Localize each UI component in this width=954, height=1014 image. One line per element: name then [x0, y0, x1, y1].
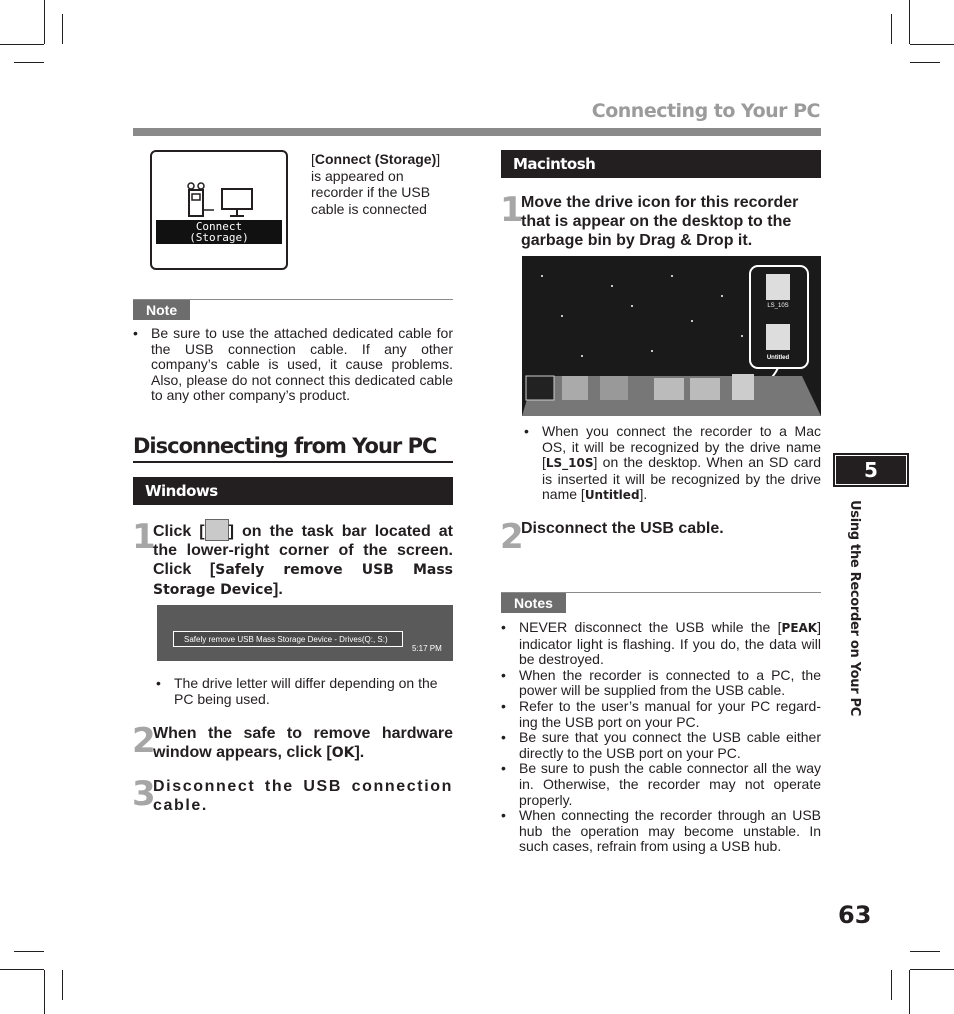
list-item: • Refer to the user’s manual for your PC regard-ing the USB port on your PC. — [501, 699, 821, 730]
section-title: Disconnecting from Your PC — [133, 434, 437, 458]
step-text-part: ] on the task bar located at the lower-right corner of the screen. Click [ — [153, 523, 453, 578]
recorder-pc-icon — [182, 182, 262, 222]
text-part: ] indicator light is flashing. If you do, the data will be destroyed. — [519, 619, 821, 668]
step-number: 3 — [132, 774, 156, 814]
step-number: 1 — [132, 517, 156, 557]
notes-label: Notes — [501, 593, 566, 613]
list-item: • Be sure to use the attached dedicated cable for the USB connection cable. If any other company’s cable is used, it cause problems. Also, please do not connect this dedicated cable to any other company’s product. — [133, 326, 453, 404]
step-number: 2 — [500, 517, 524, 557]
step-number: 2 — [132, 721, 156, 761]
list-item — [524, 424, 821, 504]
recorder-screen — [150, 150, 288, 270]
list-item: • Be sure that you connect the USB cable either directly to the USB port on your PC. — [501, 730, 821, 761]
page-number: 63 — [838, 901, 872, 929]
caption-bold: Connect (Storage) — [314, 151, 437, 167]
peak-label: PEAK — [781, 621, 818, 635]
step-text-part: Click [ — [153, 523, 205, 540]
windows-step3-text: Disconnect the USB connection cable. — [153, 778, 453, 814]
chapter-vertical-text: Using the Recorder on Your PC — [847, 500, 862, 717]
text-part: ]. — [639, 486, 648, 503]
safely-remove-icon — [205, 519, 229, 541]
text-part: ] on the desktop. When an SD card is inserted it will be recognized by the drive name [ — [542, 454, 821, 503]
screen-caption: [Connect (Storage)] is appeared on recorder if the USB cable is connected — [311, 151, 441, 217]
note-list — [133, 326, 453, 404]
screen-line-1: Connect — [195, 220, 243, 233]
mac-bullet-list — [524, 424, 821, 504]
mac-desktop-art — [522, 256, 821, 416]
screen-label-bar — [156, 220, 282, 244]
section-rule — [133, 461, 453, 463]
step-text-part: ]. — [272, 581, 283, 598]
list-item: • The drive letter will differ depending on the PC being used. — [156, 676, 453, 707]
caption-rest: is appeared on recorder if the USB cable is connected — [311, 167, 431, 217]
safely-remove-label: Safely remove USB Mass Storage Device — [153, 562, 453, 598]
list-item — [501, 620, 821, 668]
step-number: 1 — [500, 190, 524, 230]
windows-header: Windows — [133, 477, 453, 505]
list-item: • Be sure to push the cable connector all the way in. Otherwise, the recorder may not operate properly. — [501, 761, 821, 808]
header-rule — [133, 128, 821, 136]
note-label: Note — [133, 300, 190, 320]
list-item: • When the recorder is connected to a PC, the power will be supplied from the USB cable. — [501, 668, 821, 699]
drive-label-2: Untitled — [766, 355, 790, 361]
notes-header — [501, 592, 821, 613]
text-part: When you connect the recorder to a Mac OS, it will be recognized by the drive name [ — [542, 423, 821, 471]
text-part: NEVER disconnect the USB while the [ — [519, 619, 782, 635]
taskbar-tooltip: Safely remove USB Mass Storage Device - Drives(Q:, S:) — [173, 631, 403, 647]
header-title: Connecting to Your PC — [591, 100, 820, 122]
windows-step2-text — [153, 724, 453, 763]
windows-step1-text — [153, 519, 453, 600]
list-item: • When connecting the recorder through an USB hub the operation may become unstable. In such cases, refrain from using a USB hub. — [501, 808, 821, 855]
notes-list — [501, 620, 821, 855]
mac-step2-text: Disconnect the USB cable. — [521, 520, 724, 537]
drive-name: Untitled — [584, 488, 640, 503]
drive-label-1: LS_10S — [767, 303, 789, 309]
step-text-part: ]. — [354, 744, 365, 761]
note-header — [133, 299, 453, 320]
mac-header: Macintosh — [501, 150, 821, 178]
chapter-tab-border — [835, 455, 907, 485]
taskbar-screenshot — [157, 605, 453, 661]
mac-step1-text: Move the drive icon for this recorder that is appear on the desktop to the garbage bin by Drag & Drop it. — [521, 194, 799, 249]
ok-label: OK — [331, 745, 355, 761]
windows-bullet-list — [156, 676, 453, 707]
screen-line-2: (Storage) — [189, 231, 249, 244]
mac-desktop-screenshot — [522, 256, 821, 416]
step-text-part: When the safe to remove hardware window appears, click [ — [153, 725, 453, 761]
drive-name: LS_10S — [545, 456, 594, 471]
chapter-tab: 5 — [833, 453, 909, 487]
taskbar-clock: 5:17 PM — [412, 644, 442, 653]
chapter-vertical-label — [836, 500, 866, 720]
